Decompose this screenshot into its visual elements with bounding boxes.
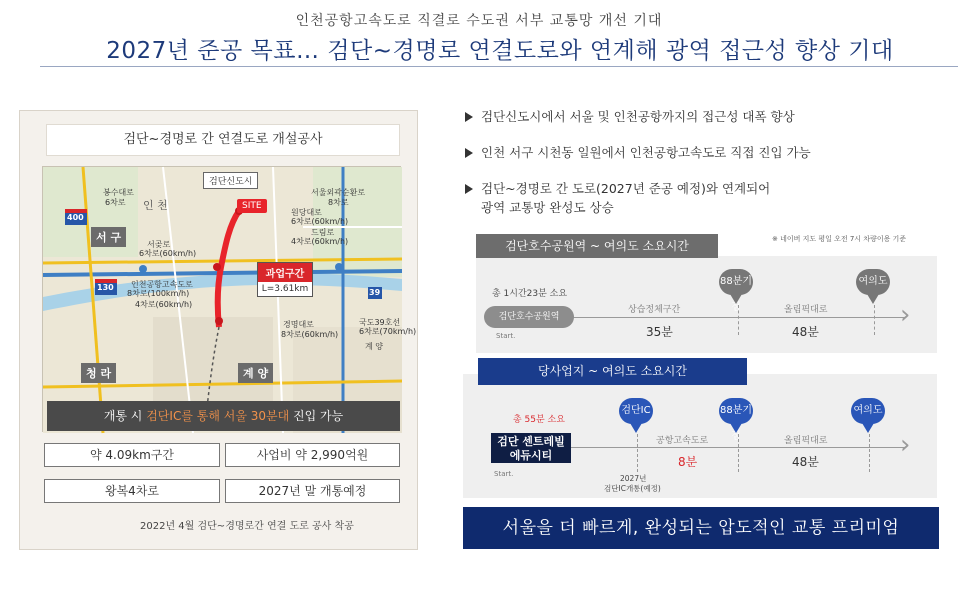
route2-divider	[869, 434, 871, 472]
road-shield-130: 130	[97, 283, 114, 292]
map-label: 8차로	[328, 198, 349, 207]
route1-pin-yeouido: 여의도	[856, 269, 890, 295]
route2-seg1-label: 공항고속도로	[656, 436, 709, 446]
banner-highlight: 검단IC를 통해 서울 30분대	[146, 409, 290, 423]
route-map	[42, 166, 417, 432]
route2-start-label: Start.	[494, 470, 514, 478]
route1-seg2-time: 48분	[792, 325, 819, 339]
map-label: 8차로(100km/h)	[127, 289, 190, 298]
bullet-item: 검단신도시에서 서울 및 인천공항까지의 접근성 대폭 향상	[465, 107, 795, 125]
route2-pin-88jc: 88분기점	[719, 398, 753, 424]
route2-header: 당사업지 ~ 여의도 소요시간	[478, 358, 747, 385]
banner-text-post: 진입 가능	[289, 409, 344, 423]
map-label: 6차로(60km/h)	[139, 249, 197, 258]
road-shield-39: 39	[369, 288, 381, 297]
map-label-wondang: 원당대로	[291, 208, 322, 217]
map-label-dream: 드림로	[311, 228, 335, 237]
page-title: 2027년 준공 목표… 검단~경명로 연결도로와 연계해 광역 접근성 향상 기대	[106, 38, 894, 64]
section-length: L=3.61km	[261, 284, 309, 294]
route1-seg2-label: 올림픽대로	[784, 305, 828, 315]
triangle-icon	[465, 184, 473, 194]
route1-start-pill: 검단호수공원역	[484, 306, 574, 328]
map-label: 6차로(70km/h)	[359, 327, 417, 336]
ic-note-year: 2027년	[620, 474, 647, 483]
route1-divider	[738, 305, 740, 335]
district-seogu: 서 구	[91, 227, 126, 247]
route2-arrow-icon: ›	[900, 430, 911, 460]
route1-total: 총 1시간23분 소요	[492, 289, 568, 299]
site-marker: SITE	[237, 199, 267, 213]
map-banner	[47, 401, 400, 431]
route2-seg1-time: 8분	[678, 455, 698, 469]
map-label-incheon: 인 천	[143, 199, 168, 212]
route1-arrow-icon: ›	[900, 300, 911, 330]
map-label: 6차로	[105, 198, 126, 207]
route1-divider	[874, 305, 876, 335]
footnote: 2022년 4월 검단~경명로간 연결 도로 공사 착공	[140, 521, 354, 532]
road-shield-400: 400	[67, 213, 84, 222]
section-title: 과업구간	[258, 263, 312, 282]
banner-text-pre: 개통 시	[103, 409, 147, 423]
map-label-airport-expressway: 인천공항고속도로	[131, 280, 193, 289]
route2-pin-gimdan-ic: 검단IC	[619, 398, 653, 424]
map-label: 계 양	[365, 342, 383, 351]
map-label: 8차로(60km/h)	[281, 330, 339, 339]
map-label: 4차로(60km/h)	[135, 300, 193, 309]
route2-pin-yeouido: 여의도	[851, 398, 885, 424]
project-section-box	[257, 262, 313, 297]
route1-start-label: Start.	[496, 332, 516, 340]
chip-lanes: 왕복4차로	[44, 479, 220, 503]
chip-length: 약 4.09km구간	[44, 443, 220, 467]
brand-box: 검단 센트레빌 에듀시티	[491, 433, 571, 463]
map-label-gyeongmyeong: 경명대로	[283, 320, 314, 329]
chip-budget: 사업비 약 2,990억원	[225, 443, 400, 467]
route2-seg2-label: 올림픽대로	[784, 436, 828, 446]
map-label: 6차로(60km/h)	[291, 217, 349, 226]
district-gyeyang: 계 양	[238, 363, 273, 383]
bullet-item: 검단~경명로 간 도로(2027년 준공 예정)와 연계되어	[465, 179, 770, 197]
route2-seg2-time: 48분	[792, 455, 819, 469]
bottom-banner: 서울을 더 빠르게, 완성되는 압도적인 교통 프리미엄	[463, 507, 939, 549]
gimdan-city-tag: 검단신도시	[203, 172, 258, 189]
route1-seg1-time: 35분	[646, 325, 673, 339]
triangle-icon	[465, 112, 473, 122]
route2-divider	[637, 434, 639, 472]
route1-pin-88jc: 88분기점	[719, 269, 753, 295]
route2-total: 총 55분 소요	[513, 415, 565, 425]
data-source-note: ※ 네이버 지도 평일 오전 7시 차량이용 기준	[772, 235, 907, 243]
map-label-outer-ring: 서울외곽순환로	[311, 188, 366, 197]
title-divider	[40, 66, 958, 67]
route2-divider	[738, 434, 740, 472]
page-subtitle: 인천공항고속도로 직결로 수도권 서부 교통망 개선 기대	[295, 13, 663, 29]
bullet-item: 인천 서구 시천동 일원에서 인천공항고속도로 직접 진입 가능	[465, 143, 811, 161]
route1-header: 검단호수공원역 ~ 여의도 소요시간	[476, 234, 718, 258]
map-label-route39: 국도39호선	[359, 318, 401, 327]
triangle-icon	[465, 148, 473, 158]
bullet-continuation: 광역 교통망 완성도 상승	[481, 200, 614, 215]
map-label: 4차로(60km/h)	[291, 237, 349, 246]
route1-seg1-label: 상습정체구간	[628, 305, 681, 315]
map-label-seogot: 서곶로	[147, 240, 171, 249]
chip-opening: 2027년 말 개통예정	[225, 479, 400, 503]
map-label-bongsudaero: 봉수대로	[103, 188, 134, 197]
ic-note-opening: 검단IC개통(예정)	[604, 484, 661, 493]
project-heading: 검단~경명로 간 연결도로 개설공사	[46, 124, 400, 156]
district-cheongna: 청 라	[81, 363, 116, 383]
